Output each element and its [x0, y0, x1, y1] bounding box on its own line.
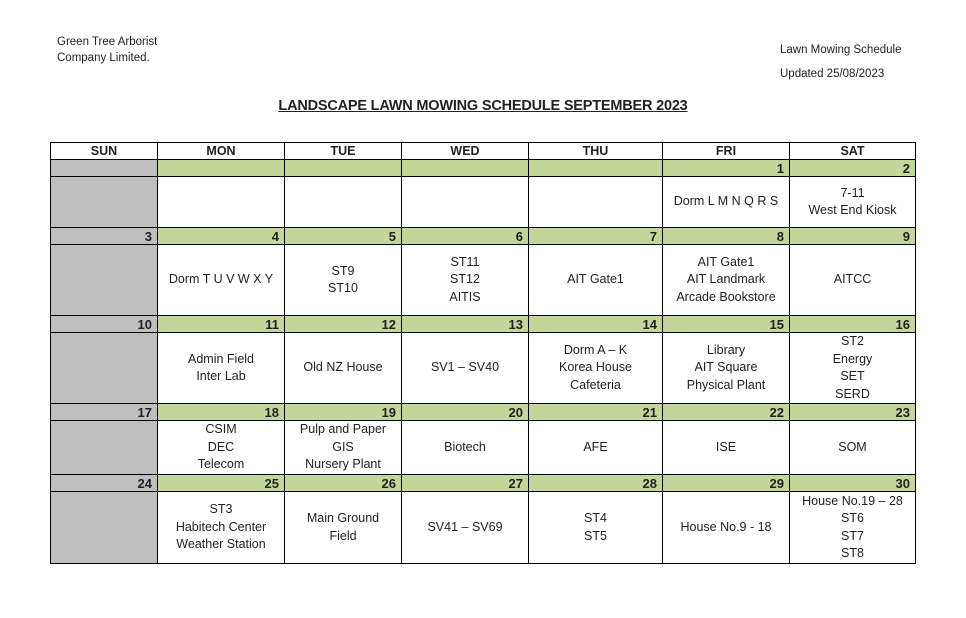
activity-item: SERD [835, 386, 870, 401]
activity-cell [790, 333, 916, 404]
activity-item: House No.9 - 18 [680, 519, 772, 534]
activity-item: Arcade Bookstore [676, 289, 776, 304]
activity-item: Nursery Plant [305, 457, 381, 472]
date-cell: 10 [51, 316, 158, 333]
activity-item: Energy [832, 351, 873, 366]
company-name-line2: Company Limited. [57, 52, 150, 64]
activity-cell [790, 492, 916, 564]
activity-item: ST6 [841, 511, 864, 525]
activity-item: AFE [583, 439, 608, 454]
activity-item: SV1 – SV40 [430, 360, 500, 375]
day-header-wed: WED [402, 143, 529, 160]
activity-item: Telecom [197, 457, 245, 472]
date-cell [529, 160, 663, 177]
day-header-mon: MON [158, 143, 285, 160]
date-cell: 28 [529, 475, 663, 492]
date-cell: 25 [158, 475, 285, 492]
activity-item: AIT Landmark [686, 272, 766, 287]
date-row [51, 475, 916, 492]
date-cell: 1 [663, 160, 790, 177]
activity-item: Dorm L M N Q R S [673, 194, 779, 209]
day-header-thu: THU [529, 143, 663, 160]
date-cell: 2 [790, 160, 916, 177]
date-cell: 29 [663, 475, 790, 492]
date-row [51, 404, 916, 421]
activity-cell [158, 333, 285, 404]
date-row [51, 228, 916, 245]
activity-cell [663, 177, 790, 228]
activity-cell [663, 333, 790, 404]
day-header-sun: SUN [51, 143, 158, 160]
activity-item: AITIS [449, 289, 481, 304]
activity-cell [51, 245, 158, 316]
activity-item: ST12 [450, 272, 480, 287]
date-cell: 17 [51, 404, 158, 421]
activity-cell [529, 421, 663, 475]
activity-cell [529, 492, 663, 564]
page-title: LANDSCAPE LAWN MOWING SCHEDULE SEPTEMBER 2023 [278, 98, 688, 114]
activity-item: Pulp and Paper [299, 422, 387, 437]
date-cell: 7 [529, 228, 663, 245]
date-cell [51, 160, 158, 177]
activity-cell [529, 245, 663, 316]
activity-cell [285, 421, 402, 475]
activity-item: Dorm A – K [563, 342, 628, 357]
date-cell: 9 [790, 228, 916, 245]
activity-item: AIT Gate1 [567, 272, 624, 287]
date-cell: 15 [663, 316, 790, 333]
schedule-calendar [50, 142, 916, 564]
date-cell: 13 [402, 316, 529, 333]
activity-item: Weather Station [176, 537, 266, 552]
day-header-row [51, 143, 916, 160]
activity-cell [51, 333, 158, 404]
activity-item: Field [329, 528, 357, 543]
activity-item: ST4 [584, 511, 607, 525]
activity-cell [51, 177, 158, 228]
activity-item: House No.19 – 28 [802, 493, 903, 508]
activity-item: Library [706, 342, 746, 357]
updated-date: Updated 25/08/2023 [780, 68, 885, 80]
date-cell [402, 160, 529, 177]
activity-cell [402, 245, 529, 316]
activity-item: SET [840, 369, 865, 383]
activity-cell [402, 177, 529, 228]
activity-item: DEC [207, 439, 235, 454]
activity-cell [285, 333, 402, 404]
activity-item: ST2 [841, 334, 864, 348]
date-cell [285, 160, 402, 177]
date-cell: 18 [158, 404, 285, 421]
activity-cell [529, 177, 663, 228]
activity-item: Habitech Center [175, 519, 267, 534]
activity-item: Dorm T U V W X Y [168, 272, 274, 287]
activity-item: ISE [715, 439, 737, 454]
date-cell: 8 [663, 228, 790, 245]
activity-item: SOM [838, 439, 867, 454]
date-cell: 5 [285, 228, 402, 245]
activity-item: ST11 [450, 254, 480, 269]
day-header-sat: SAT [790, 143, 916, 160]
activity-item: AIT Square [694, 360, 758, 375]
activity-row [51, 492, 916, 564]
activity-item: Old NZ House [303, 360, 383, 375]
activity-item: ST3 [209, 502, 233, 517]
activity-cell [285, 492, 402, 564]
activity-item: Cafeteria [570, 377, 621, 392]
date-cell: 22 [663, 404, 790, 421]
activity-item: SV41 – SV69 [427, 519, 503, 534]
date-cell: 23 [790, 404, 916, 421]
activity-item: ST10 [328, 281, 358, 295]
activity-item: AIT Gate1 [697, 254, 755, 269]
date-cell: 6 [402, 228, 529, 245]
day-header-fri: FRI [663, 143, 790, 160]
activity-row [51, 333, 916, 404]
date-cell: 12 [285, 316, 402, 333]
activity-item: GIS [332, 439, 354, 454]
activity-item: West End Kiosk [808, 203, 897, 217]
activity-cell [158, 421, 285, 475]
date-cell: 20 [402, 404, 529, 421]
date-cell: 4 [158, 228, 285, 245]
date-cell: 3 [51, 228, 158, 245]
activity-item: ST7 [841, 528, 864, 543]
date-cell: 26 [285, 475, 402, 492]
activity-cell [51, 492, 158, 564]
date-cell: 24 [51, 475, 158, 492]
company-name-line1: Green Tree Arborist [57, 36, 158, 48]
activity-item: Physical Plant [686, 377, 766, 392]
activity-cell [529, 333, 663, 404]
activity-item: Admin Field [188, 351, 254, 366]
calendar-body [51, 160, 916, 564]
date-cell: 16 [790, 316, 916, 333]
document-info [780, 42, 901, 90]
date-cell: 14 [529, 316, 663, 333]
activity-cell [663, 492, 790, 564]
date-cell: 11 [158, 316, 285, 333]
activity-item: ST9 [331, 263, 355, 278]
activity-item: 7-11 [840, 185, 865, 200]
activity-cell [790, 421, 916, 475]
activity-cell [402, 333, 529, 404]
activity-row [51, 421, 916, 475]
company-name [57, 34, 157, 66]
date-cell: 30 [790, 475, 916, 492]
activity-row [51, 177, 916, 228]
activity-cell [158, 245, 285, 316]
activity-item: Main Ground [306, 511, 380, 525]
activity-item: Korea House [559, 360, 632, 375]
activity-cell [790, 177, 916, 228]
date-cell: 19 [285, 404, 402, 421]
date-cell: 21 [529, 404, 663, 421]
activity-cell [790, 245, 916, 316]
activity-item: AITCC [833, 272, 872, 287]
activity-item: ST5 [584, 528, 607, 543]
activity-cell [663, 245, 790, 316]
date-row [51, 316, 916, 333]
document-name: Lawn Mowing Schedule [780, 44, 902, 56]
activity-cell [285, 177, 402, 228]
activity-cell [158, 177, 285, 228]
activity-item: ST8 [841, 546, 864, 560]
activity-cell [402, 492, 529, 564]
activity-item: Biotech [444, 439, 486, 454]
activity-cell [663, 421, 790, 475]
activity-item: CSIM [205, 422, 237, 437]
date-cell: 27 [402, 475, 529, 492]
activity-item: Inter Lab [196, 369, 246, 383]
date-cell [158, 160, 285, 177]
activity-cell [402, 421, 529, 475]
day-header-tue: TUE [285, 143, 402, 160]
activity-cell [285, 245, 402, 316]
activity-cell [51, 421, 158, 475]
activity-cell [158, 492, 285, 564]
activity-row [51, 245, 916, 316]
date-row [51, 160, 916, 177]
